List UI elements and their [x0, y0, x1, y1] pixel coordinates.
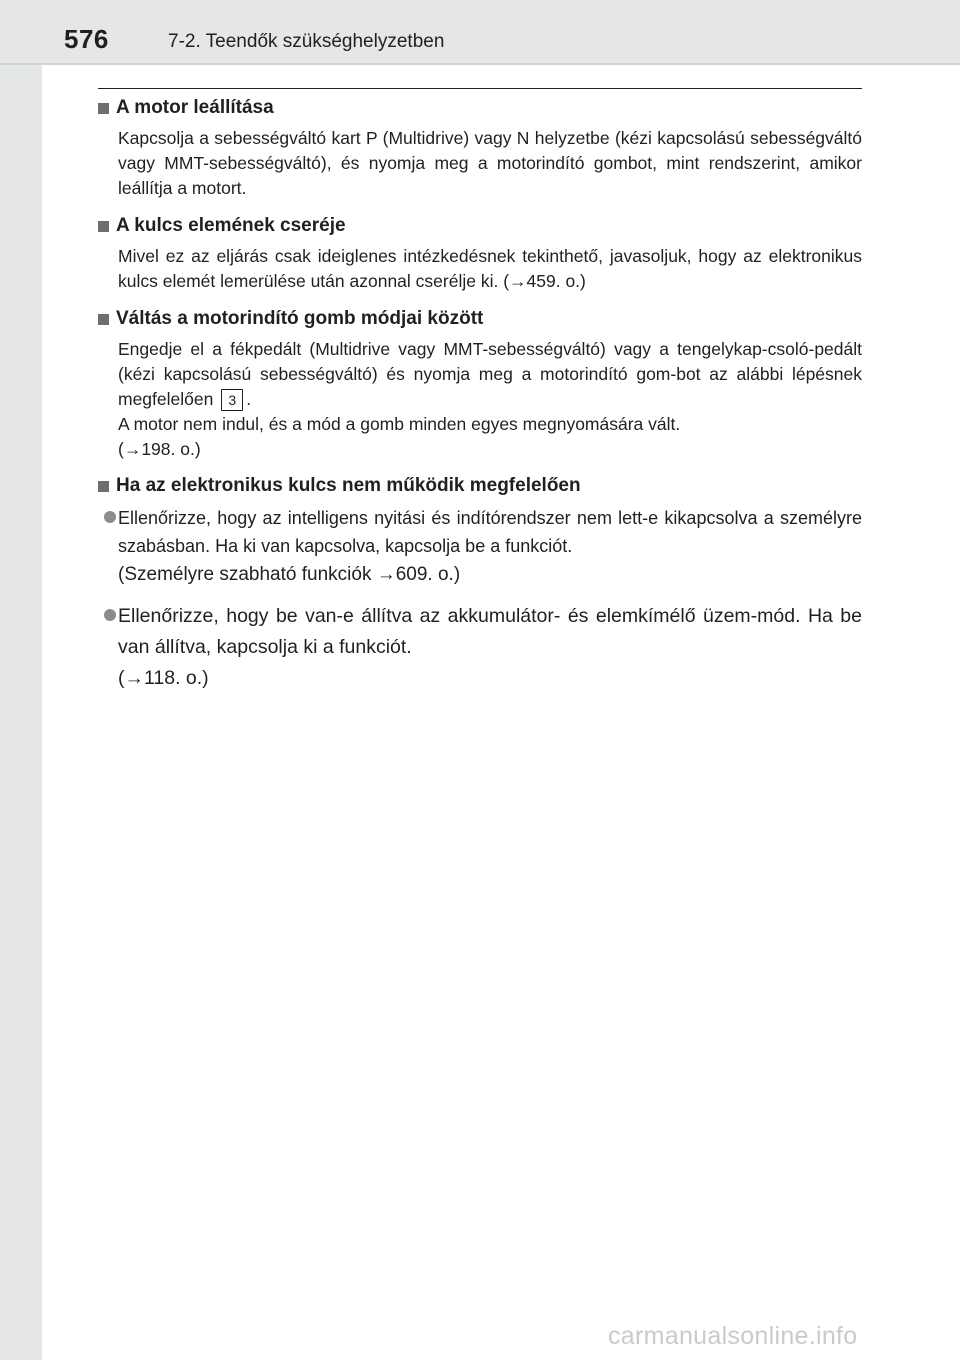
watermark: carmanualsonline.info — [608, 1322, 858, 1350]
square-bullet-icon — [98, 314, 109, 325]
section-paragraph: Mivel ez az eljárás csak ideiglenes intézkedésnek tekinthető, javasoljuk, hogy az elektronikus kulcs elemét lemerülése után azonnal cserélje ki. (→459. o.) — [118, 246, 862, 291]
section-heading: Váltás a motorindító gomb módjai között — [98, 305, 862, 333]
header-band-divider — [0, 63, 960, 65]
round-bullet-icon — [104, 609, 116, 621]
section-engine-stop — [98, 94, 862, 201]
round-bullet-icon — [104, 511, 116, 523]
header-band — [0, 0, 960, 64]
page-content — [98, 94, 862, 694]
section-paragraph: Engedje el a fékpedált (Multidrive vagy MMT-sebességváltó) vagy a tengelykap-csoló-pedált (kézi kapcsolású sebességváltó) és nyomja meg a motorindító gom-bot az alábbi lépésnek megfelelően 3 . A motor nem indul, és a mód a gomb minden egyes megnyomására vált. (→198. o.) — [118, 339, 862, 459]
list-item: Ellenőrizze, hogy az intelligens nyitási és indítórendszer nem lett-e kikapcsolva a személyre szabásban. Ha ki van kapcsolva, kapcsolja be a funkciót. (Személyre szabható funkciók →609. o.) — [104, 504, 862, 589]
section-heading: Ha az elektronikus kulcs nem működik megfelelően — [98, 472, 862, 500]
square-bullet-icon — [98, 221, 109, 232]
section-start-button-modes — [98, 305, 862, 462]
square-bullet-icon — [98, 481, 109, 492]
step-reference-box: 3 — [221, 389, 243, 411]
list-item: Ellenőrizze, hogy be van-e állítva az akkumulátor- és elemkímélő üzem-mód. Ha be van állítva, kapcsolja ki a funkciót. (→118. o.) — [104, 601, 862, 694]
section-key-malfunction — [98, 472, 862, 694]
chapter-title: 7-2. Teendők szükséghelyzetben — [168, 31, 445, 52]
section-key-battery — [98, 212, 862, 294]
section-heading: A kulcs elemének cseréje — [98, 212, 862, 240]
square-bullet-icon — [98, 103, 109, 114]
left-margin-strip — [0, 0, 42, 1360]
page-number: 576 — [64, 24, 109, 54]
section-heading: A motor leállítása — [98, 94, 862, 122]
section-paragraph: Kapcsolja a sebességváltó kart P (Multidrive) vagy N helyzetbe (kézi kapcsolású sebességváltó vagy MMT-sebességváltó), és nyomja meg a motorindító gombot, mint rendszerint, amikor leállítja a motort. — [118, 128, 862, 198]
section-rule — [98, 88, 862, 89]
